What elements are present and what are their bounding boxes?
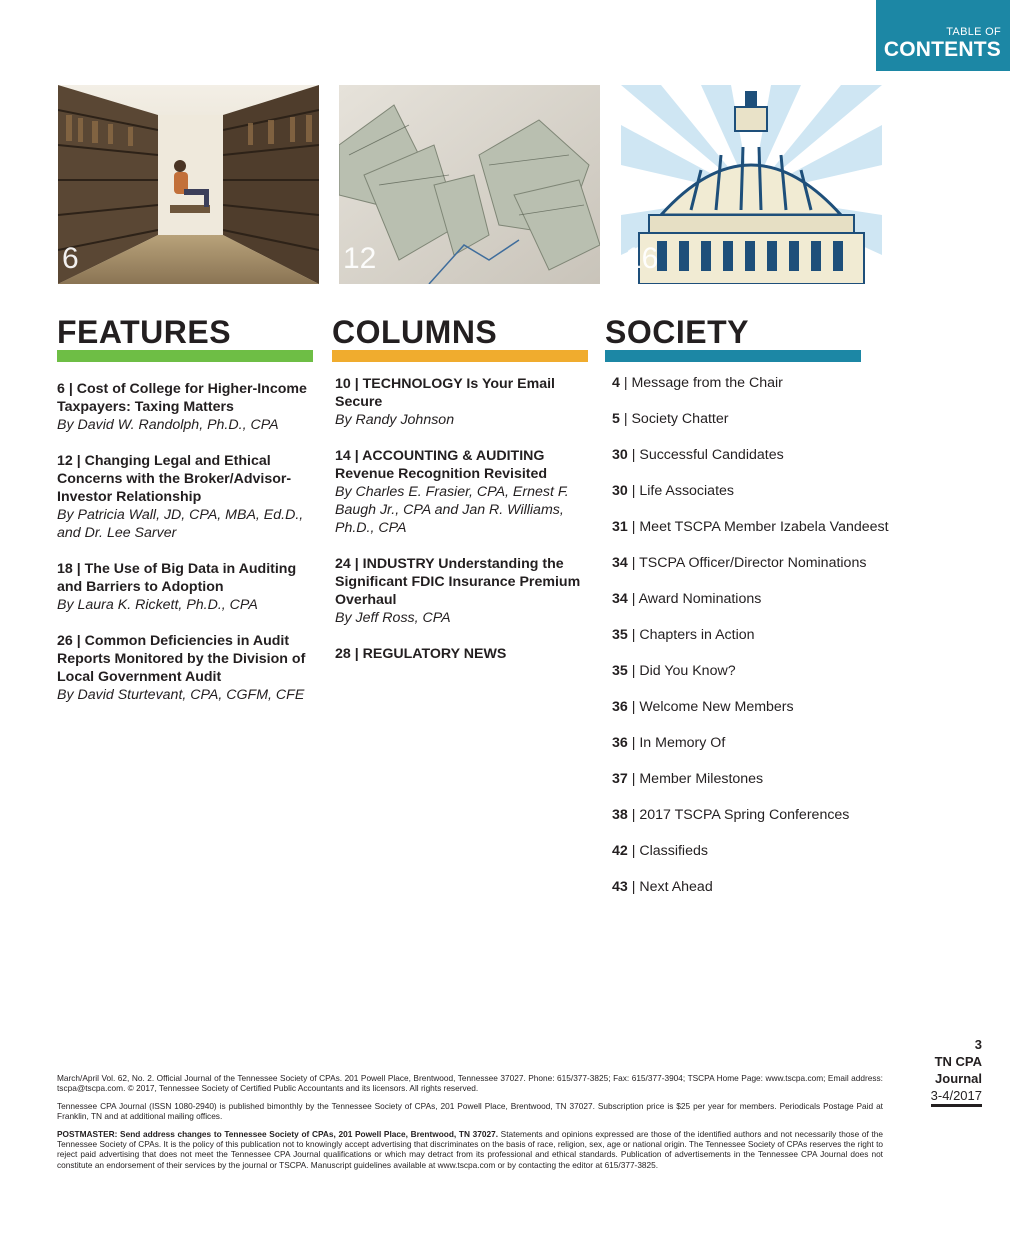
- capitol-dome-illustration: [621, 85, 882, 284]
- features-list: [57, 380, 315, 722]
- column-entry[interactable]: [335, 375, 585, 429]
- feature-title: 12 | Changing Legal and Ethical Concerns with the Broker/Advisor-Investor Relationship: [57, 453, 292, 505]
- society-item-page: 5: [612, 411, 620, 427]
- society-item-page: 36: [612, 735, 628, 751]
- society-item[interactable]: 35 | Chapters in Action: [612, 627, 755, 643]
- page-number: 3: [974, 1037, 982, 1052]
- society-heading: SOCIETY: [605, 314, 749, 350]
- society-item-label: Classifieds: [639, 843, 708, 859]
- society-item-label: Society Chatter: [631, 411, 729, 427]
- society-item-page: 42: [612, 843, 628, 859]
- journal-name-line2: Journal: [935, 1071, 982, 1086]
- society-item-label: Welcome New Members: [639, 699, 794, 715]
- society-item-page: 38: [612, 807, 628, 823]
- feature-author: By David W. Randolph, Ph.D., CPA: [57, 417, 279, 433]
- feature-entry[interactable]: [57, 560, 315, 614]
- society-item[interactable]: 42 | Classifieds: [612, 843, 708, 859]
- society-item-page: 43: [612, 879, 628, 895]
- society-list: [612, 374, 889, 914]
- column-entry[interactable]: [335, 447, 585, 537]
- society-item-label: Next Ahead: [639, 879, 713, 895]
- society-item-page: 34: [612, 555, 628, 571]
- society-item-label: Successful Candidates: [639, 447, 784, 463]
- society-item-label: Member Milestones: [639, 771, 764, 787]
- society-item-label: TSCPA Officer/Director Nominations: [639, 555, 867, 571]
- photo-page-number: 16: [625, 242, 659, 275]
- society-item-page: 36: [612, 699, 628, 715]
- column-title: 10 | TECHNOLOGY Is Your Email Secure: [335, 376, 555, 410]
- society-item[interactable]: 31 | Meet TSCPA Member Izabela Vandeest: [612, 519, 889, 535]
- society-item[interactable]: 36 | Welcome New Members: [612, 699, 794, 715]
- feature-entry[interactable]: [57, 632, 315, 704]
- columns-color-bar: [332, 350, 588, 362]
- society-item-page: 35: [612, 627, 628, 643]
- society-item[interactable]: 43 | Next Ahead: [612, 879, 713, 895]
- society-item-label: Life Associates: [639, 483, 734, 499]
- column-title: 28 | REGULATORY NEWS: [335, 646, 507, 662]
- society-item-page: 37: [612, 771, 628, 787]
- column-entry[interactable]: [335, 555, 585, 627]
- journal-name-line1: TN CPA: [934, 1054, 982, 1069]
- society-item[interactable]: 30 | Successful Candidates: [612, 447, 784, 463]
- table-of-contents-badge: [876, 0, 1010, 71]
- publication-footer: [57, 1073, 883, 1177]
- photo-library[interactable]: [58, 85, 319, 284]
- footer-postmaster-text: Statements and opinions expressed are those of the identified authors and not necessarily those of the Tennessee Society of CPAs. It is the policy of this publication not to knowingly accept advertising that discriminates on the basis of race, religion, sex, age or national origin. The Tennessee Society of CPAs reserves the right to reject paid advertising that does not meet the Tennessee CPA Journal qualifications or which may detract from its professional and ethical standards. Publication of advertisements in the Tennessee CPA Journal does not constitute an endorsement of their services by the journal or TSCPA. Manuscript guidelines available at www.tscpa.com or by contacting the editor at 615/377-3825.: [57, 1128, 883, 1170]
- society-item[interactable]: 34 | TSCPA Officer/Director Nominations: [612, 555, 867, 571]
- society-item-page: 30: [612, 447, 628, 463]
- society-item-page: 4: [612, 375, 620, 391]
- column-title: 24 | INDUSTRY Understanding the Significant FDIC Insurance Premium Overhaul: [335, 556, 581, 608]
- society-item[interactable]: 5 | Society Chatter: [612, 411, 729, 427]
- feature-author: By Laura K. Rickett, Ph.D., CPA: [57, 597, 258, 613]
- society-item-label: Did You Know?: [639, 663, 736, 679]
- column-title: 14 | ACCOUNTING & AUDITING Revenue Recognition Revisited: [335, 448, 548, 482]
- footer-publication-info: March/April Vol. 62, No. 2. Official Journal of the Tennessee Society of CPAs. 201 Powell Place, Brentwood, Tennessee 37027. Phone: 615/377-3825; Fax: 615/377-3904; TSCPA Home Page: www.tscpa.com; Email address: tscpa@tscpa.com. © 2017, Tennessee Society of Certified Public Accountants and its licensors. All rights reserved.: [57, 1073, 883, 1094]
- feature-title: 26 | Common Deficiencies in Audit Reports Monitored by the Division of Local Government Audit: [57, 633, 306, 685]
- photo-origami-money[interactable]: [339, 85, 600, 284]
- issue-date: 3-4/2017: [931, 1087, 982, 1107]
- page-folio: [920, 1036, 982, 1107]
- column-author: By Jeff Ross, CPA: [335, 610, 451, 626]
- society-item-label: 2017 TSCPA Spring Conferences: [639, 807, 850, 823]
- column-author: By Randy Johnson: [335, 412, 455, 428]
- society-item[interactable]: 38 | 2017 TSCPA Spring Conferences: [612, 807, 850, 823]
- society-item-label: In Memory Of: [639, 735, 726, 751]
- features-color-bar: [57, 350, 313, 362]
- feature-entry[interactable]: [57, 380, 315, 434]
- society-item[interactable]: 37 | Member Milestones: [612, 771, 764, 787]
- feature-author: By David Sturtevant, CPA, CGFM, CFE: [57, 687, 305, 703]
- society-item-page: 31: [612, 519, 628, 535]
- column-author: By Charles E. Frasier, CPA, Ernest F. Baugh Jr., CPA and Jan R. Williams, Ph.D., CPA: [335, 484, 569, 536]
- society-item-label: Message from the Chair: [631, 375, 783, 391]
- photo-capitol-dome[interactable]: [621, 85, 882, 284]
- library-reader-illustration: [58, 85, 319, 284]
- feature-entry[interactable]: [57, 452, 315, 542]
- society-item-page: 30: [612, 483, 628, 499]
- photo-page-number: 12: [343, 242, 377, 275]
- feature-title: 18 | The Use of Big Data in Auditing and Barriers to Adoption: [57, 561, 297, 595]
- society-item[interactable]: 35 | Did You Know?: [612, 663, 736, 679]
- photo-page-number: 6: [62, 242, 79, 275]
- society-item-page: 35: [612, 663, 628, 679]
- society-item-label: Meet TSCPA Member Izabela Vandeest: [639, 519, 889, 535]
- society-item-label: Chapters in Action: [639, 627, 755, 643]
- features-heading: FEATURES: [57, 314, 232, 350]
- feature-author: By Patricia Wall, JD, CPA, MBA, Ed.D., and Dr. Lee Sarver: [57, 507, 304, 541]
- footer-postmaster: [57, 1129, 883, 1171]
- footer-issn-info: Tennessee CPA Journal (ISSN 1080-2940) is published bimonthly by the Tennessee Society of CPAs, 201 Powell Place, Brentwood, TN 37027. Subscription price is $25 per year for members. Periodicals Postage Paid at Franklin, TN and at additional mailing offices.: [57, 1100, 883, 1122]
- society-color-bar: [605, 350, 861, 362]
- column-entry[interactable]: [335, 645, 585, 663]
- society-item[interactable]: 30 | Life Associates: [612, 483, 734, 499]
- columns-list: [335, 375, 585, 681]
- feature-title: 6 | Cost of College for Higher-Income Taxpayers: Taxing Matters: [57, 381, 307, 415]
- columns-heading: COLUMNS: [332, 314, 498, 350]
- society-item[interactable]: 4 | Message from the Chair: [612, 375, 783, 391]
- footer-postmaster-bold: POSTMASTER: Send address changes to Tennessee Society of CPAs, 201 Powell Place, Brentwood, TN 37027.: [57, 1128, 498, 1139]
- badge-label-large: CONTENTS: [883, 38, 1001, 61]
- society-item[interactable]: 34 | Award Nominations: [612, 591, 762, 607]
- society-item[interactable]: 36 | In Memory Of: [612, 735, 726, 751]
- badge-label-small: TABLE OF: [946, 26, 1001, 38]
- origami-money-illustration: [339, 85, 600, 284]
- society-item-page: 34: [612, 591, 628, 607]
- society-item-label: Award Nominations: [638, 591, 762, 607]
